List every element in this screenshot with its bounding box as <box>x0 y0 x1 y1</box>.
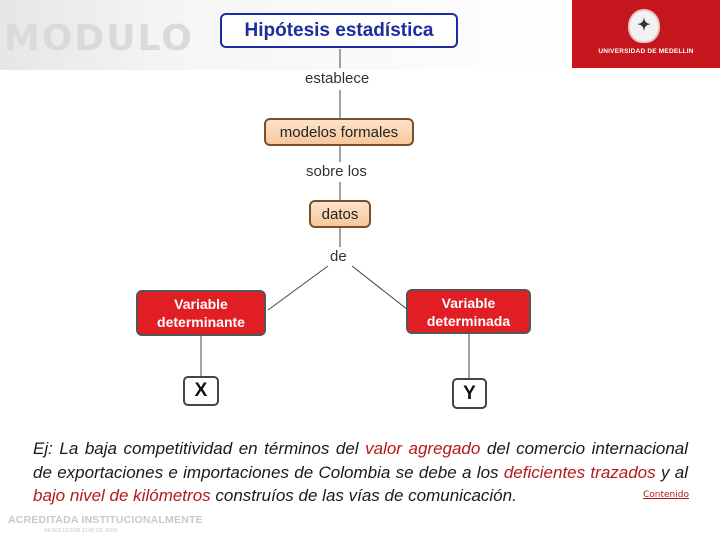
highlight-bajo-nivel: bajo nivel de kilómetros <box>33 486 211 505</box>
node-variable-determinada <box>406 289 531 334</box>
link-de: de <box>330 248 347 265</box>
node-y <box>452 378 487 409</box>
node-datos-label: datos <box>321 205 359 223</box>
example-text-4: construíos de las vías de comunicación. <box>210 486 517 505</box>
example-text-3: y al <box>655 462 688 482</box>
logo-caption: UNIVERSIDAD DE MEDELLIN <box>598 48 694 55</box>
highlight-deficientes-trazados: deficientes trazados <box>503 462 656 482</box>
node-y-label: Y <box>463 382 476 404</box>
link-sobre-los: sobre los <box>306 163 367 180</box>
node-left-line2: determinante <box>157 314 245 330</box>
node-left-line1: Variable <box>174 296 228 312</box>
highlight-valor-agregado: valor agregado <box>365 439 481 458</box>
accreditation-resolution: RESOLUCIÓN 5148 DE 2009 <box>44 528 118 534</box>
node-datos <box>309 200 371 228</box>
node-right-line1: Variable <box>441 294 496 311</box>
node-x-label: X <box>194 380 208 401</box>
node-variable-determinante <box>136 290 266 336</box>
node-modelos-formales-label: modelos formales <box>279 123 399 141</box>
link-establece: establece <box>305 70 370 87</box>
contenido-link[interactable]: Contenido <box>643 490 689 500</box>
example-paragraph <box>33 437 688 508</box>
header-watermark: MODULO <box>4 18 194 59</box>
title-node <box>220 13 458 48</box>
node-x <box>183 376 219 406</box>
example-text-2: del comercio internacional de exportaciones e importaciones de Colombia se debe a los <box>33 439 689 482</box>
node-right-line2: determinada <box>426 312 511 329</box>
accreditation-title: ACREDITADA INSTITUCIONALMENTE <box>8 514 203 526</box>
example-text-1: Ej: La baja competitividad en términos del <box>33 439 366 458</box>
node-modelos-formales <box>264 118 414 146</box>
accreditation-footer <box>0 514 203 540</box>
shield-icon: ✦ <box>628 9 660 43</box>
title-node-label: Hipótesis estadística <box>244 19 434 41</box>
